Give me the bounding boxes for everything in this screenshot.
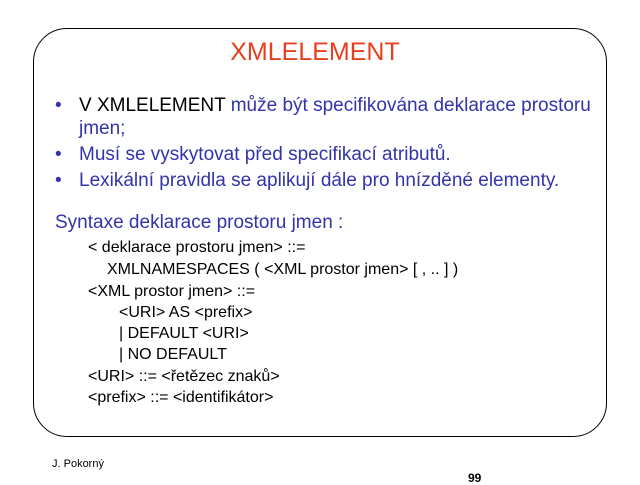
- syntax-line: <prefix> ::= <identifikátor>: [88, 389, 274, 406]
- slide-title: XMLELEMENT: [230, 38, 400, 66]
- syntax-line: <URI> AS <prefix>: [119, 304, 253, 321]
- bullet-keyword: XMLELEMENT: [96, 95, 226, 116]
- syntax-line: < deklarace prostoru jmen> ::=: [88, 239, 306, 256]
- bullet-item-2: [55, 143, 595, 166]
- footer-author: J. Pokorný: [52, 458, 104, 470]
- syntax-line: <XML prostor jmen> ::=: [88, 283, 256, 300]
- syntax-heading: Syntaxe deklarace prostoru jmen :: [55, 212, 344, 233]
- bullet-text: může být specifikována deklarace prostoru jmen;: [79, 95, 591, 139]
- bullet-item-3: [55, 169, 595, 192]
- bullet-item-1: [55, 94, 595, 140]
- bullet-prefix: V: [79, 95, 97, 116]
- syntax-line: | NO DEFAULT: [119, 346, 227, 363]
- bullet-dot-icon: •: [55, 144, 62, 165]
- bullet-dot-icon: •: [55, 95, 62, 116]
- bullet-text: Lexikální pravidla se aplikují dále pro hnízděné elementy.: [79, 170, 560, 191]
- page-number: 99: [468, 471, 482, 485]
- bullet-list: [55, 94, 595, 195]
- syntax-line: | DEFAULT <URI>: [119, 325, 249, 342]
- bullet-text: Musí se vyskytovat před specifikací atributů.: [79, 144, 451, 165]
- syntax-line: XMLNAMESPACES ( <XML prostor jmen> [ , .. ] ): [107, 261, 459, 278]
- bullet-dot-icon: •: [55, 170, 62, 191]
- syntax-line: <URI> ::= <řetězec znaků>: [88, 368, 280, 385]
